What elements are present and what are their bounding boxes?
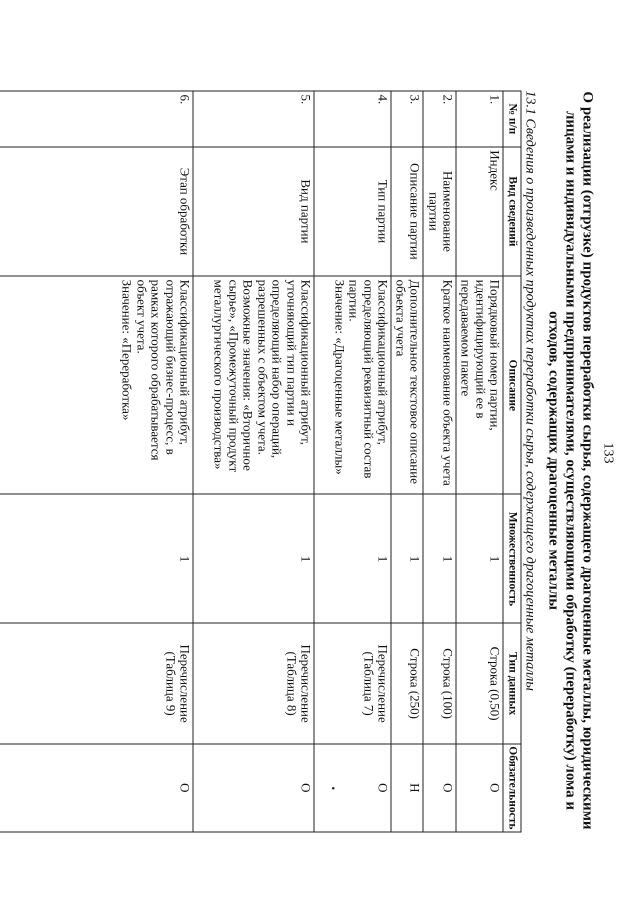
table-row bbox=[456, 91, 503, 832]
cell-num: 2. bbox=[423, 91, 456, 147]
cell-desc: Классификационный атрибут, отражающий бизнес-процесс, в рамках которого обрабатывается объект учета. Значение: «Переработка» bbox=[0, 276, 193, 494]
table-row bbox=[193, 91, 314, 832]
cell-mult: 1 bbox=[423, 494, 456, 623]
cell-mult: 1 bbox=[314, 494, 391, 623]
cell-type: Строка (0,50) bbox=[456, 623, 503, 743]
cell-name: Этап обработки bbox=[0, 146, 193, 275]
cell-num: 1. bbox=[456, 91, 503, 147]
cell-required: О bbox=[0, 743, 193, 831]
cell-required: О bbox=[423, 743, 456, 831]
table-body bbox=[0, 91, 503, 832]
cell-required: Н bbox=[391, 743, 423, 831]
cell-mult: 1 bbox=[193, 494, 314, 623]
cell-num: 5. bbox=[193, 91, 314, 147]
header-required: Обязательность bbox=[503, 743, 521, 831]
cell-type: Перечисление (Таблица 8) bbox=[193, 623, 314, 743]
cell-type: Строка (250) bbox=[391, 623, 423, 743]
table-row bbox=[314, 91, 391, 832]
table-caption: 13.1 Сведения о произведенных продуктах переработки сырья, содержащего драгоценные металлы bbox=[522, 90, 537, 691]
cell-type: Строка (100) bbox=[423, 623, 456, 743]
cell-name: Описание партии bbox=[391, 146, 423, 275]
stray-dot-mark: • bbox=[326, 786, 337, 790]
cell-desc: Порядковый номер партии, идентифицирующий ее в передаваемом пакете bbox=[456, 276, 503, 494]
table-row bbox=[423, 91, 456, 832]
cell-num: 6. bbox=[0, 91, 193, 147]
cell-desc: Классификационный атрибут, определяющий реквизитный состав партии. Значение: «Драгоценные металлы» bbox=[314, 276, 391, 494]
cell-type: Перечисление (Таблица 7) bbox=[314, 623, 391, 743]
header-name: Вид сведений bbox=[503, 146, 521, 275]
section-heading: О реализации (отгрузке) продуктов переработки сырья, содержащего драгоценные металлы, юридическими лицами и индивидуальными предпринимателями, осуществляющими обработку (переработку) лома и отходов, содержащих драгоценные металлы bbox=[545, 90, 595, 830]
cell-required: О bbox=[456, 743, 503, 831]
cell-desc: Классификационный атрибут, уточняющий тип партии и определяющий набор операций, разрешенных с объектом учета. Возможные значения: «Вторичное сырье», «Промежуточный продукт металлургического производства» bbox=[193, 276, 314, 494]
table-row bbox=[391, 91, 423, 832]
cell-name: Тип партии bbox=[314, 146, 391, 275]
cell-mult: 1 bbox=[391, 494, 423, 623]
header-row bbox=[503, 91, 521, 832]
attributes-table bbox=[0, 90, 521, 832]
cell-type: Перечисление (Таблица 9) bbox=[0, 623, 193, 743]
cell-num: 3. bbox=[391, 91, 423, 147]
cell-num: 4. bbox=[314, 91, 391, 147]
table-row bbox=[0, 91, 193, 832]
cell-required: О bbox=[314, 743, 391, 831]
header-num: № п/п bbox=[503, 91, 521, 147]
header-desc: Описание bbox=[503, 276, 521, 494]
cell-name: Вид партии bbox=[193, 146, 314, 275]
cell-name: Наименование партии bbox=[423, 146, 456, 275]
header-type: Тип данных bbox=[503, 623, 521, 743]
cell-name: Индекс bbox=[456, 146, 503, 275]
cell-mult: 1 bbox=[0, 494, 193, 623]
cell-desc: Краткое наименование объекта учета bbox=[423, 276, 456, 494]
cell-required: О bbox=[193, 743, 314, 831]
cell-desc: Дополнительное текстовое описание объекта учета bbox=[391, 276, 423, 494]
page-number: 133 bbox=[600, 442, 615, 463]
header-mult: Множественность bbox=[503, 494, 521, 623]
cell-mult: 1 bbox=[456, 494, 503, 623]
table-header bbox=[503, 91, 521, 832]
